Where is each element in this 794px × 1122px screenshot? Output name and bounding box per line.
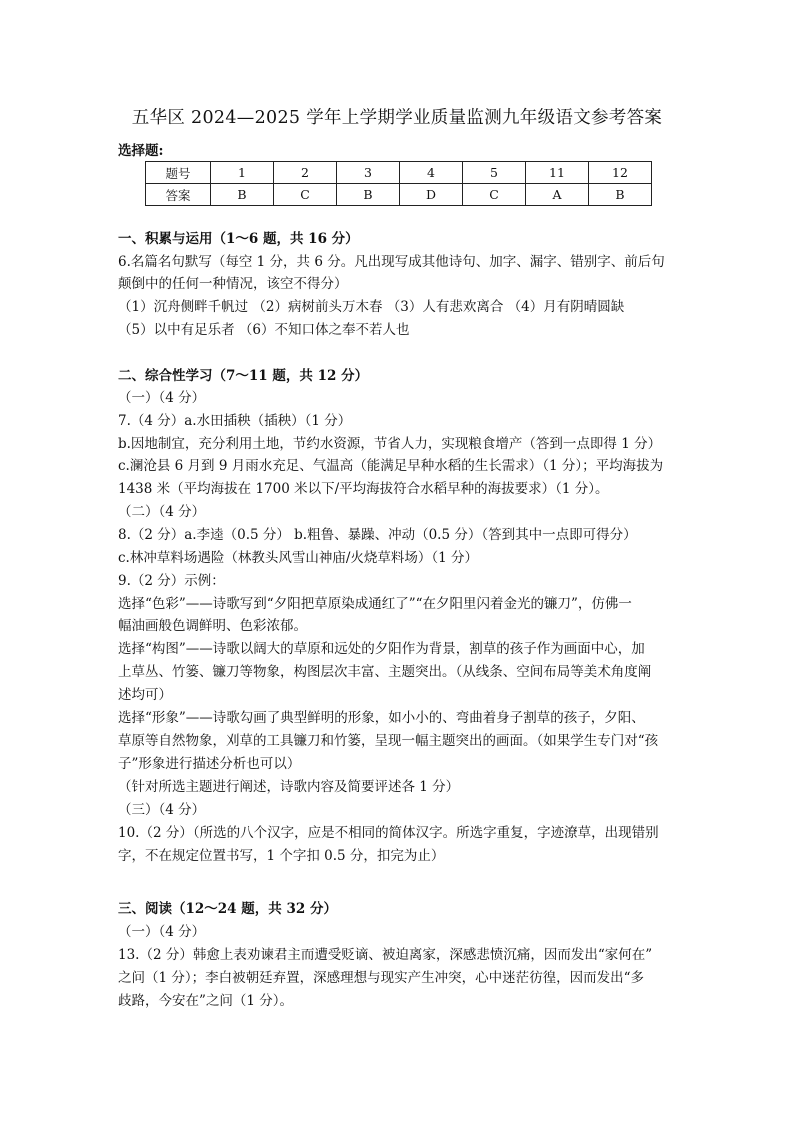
text-line: 字，不在规定位置书写，1 个字扣 0.5 分，扣完为止） bbox=[118, 848, 445, 864]
text-line: （二）（4 分） bbox=[118, 504, 206, 520]
table-cell: B bbox=[211, 184, 274, 206]
table-cell: A bbox=[526, 184, 589, 206]
text-line: 1438 米（平均海拔在 1700 米以下/平均海拔符合水稻早种的海拔要求）（1 分）。 bbox=[118, 481, 609, 497]
text-line: 幅油画般色调鲜明、色彩浓郁。 bbox=[118, 618, 307, 634]
table-cell: D bbox=[400, 184, 463, 206]
text-line: 选择“形象”——诗歌勾画了典型鲜明的形象，如小小的、弯曲着身子割草的孩子，夕阳、 bbox=[118, 710, 645, 726]
section-heading: 二、综合性学习（7～11 题，共 12 分） bbox=[118, 368, 369, 384]
text-line: 8.（2 分）a.李逵（0.5 分） b.粗鲁、暴躁、冲动（0.5 分）（答到其中一点即可得分） bbox=[118, 527, 637, 543]
text-line: b.因地制宜，充分利用土地，节约水资源，节省人力，实现粮食增产（答到一点即得 1 分） bbox=[118, 436, 662, 452]
table-cell: 12 bbox=[589, 162, 652, 184]
table-cell: 4 bbox=[400, 162, 463, 184]
section-heading: 一、积累与运用（1～6 题，共 16 分） bbox=[118, 231, 359, 247]
choice-section-label: 选择题: bbox=[118, 143, 164, 159]
text-line: 歧路，今安在”之问（1 分）。 bbox=[118, 993, 294, 1009]
text-line: 6.名篇名句默写（每空 1 分，共 6 分。凡出现写成其他诗句、加字、漏字、错别字、前后句 bbox=[118, 254, 665, 270]
text-line: （针对所选主题进行阐述，诗歌内容及简要评述各 1 分） bbox=[118, 779, 460, 795]
table-cell: 3 bbox=[337, 162, 400, 184]
table-cell: B bbox=[589, 184, 652, 206]
text-line: 9.（2 分）示例： bbox=[118, 573, 225, 589]
table-row bbox=[146, 162, 652, 184]
section-heading: 三、阅读（12～24 题，共 32 分） bbox=[118, 901, 337, 917]
table-header-cell: 答案 bbox=[146, 184, 211, 206]
table-cell: 2 bbox=[274, 162, 337, 184]
text-line: 选择“色彩”——诗歌写到“夕阳把草原染成通红了”“在夕阳里闪着金光的镰刀”，仿佛一 bbox=[118, 596, 632, 612]
text-line: （三）（4 分） bbox=[118, 802, 206, 818]
text-line: 10.（2 分）（所选的八个汉字，应是不相同的简体汉字。所选字重复，字迹潦草，出现错别 bbox=[118, 825, 659, 841]
text-line: 子”形象进行描述分析也可以） bbox=[118, 756, 301, 772]
text-line: （5）以中有足乐者 （6）不知口体之奉不若人也 bbox=[118, 322, 410, 338]
table-cell: 5 bbox=[463, 162, 526, 184]
text-line: （一）（4 分） bbox=[118, 390, 206, 406]
text-line: 13.（2 分）韩愈上表劝谏君主而遭受贬谪、被迫离家，深感悲愤沉痛，因而发出“家何在” bbox=[118, 947, 653, 963]
text-line: 述均可） bbox=[118, 687, 172, 703]
text-line: 草原等自然物象，刈草的工具镰刀和竹篓，呈现一幅主题突出的画面。（如果学生专门对“孩 bbox=[118, 733, 659, 749]
text-line: 上草丛、竹篓、镰刀等物象，构图层次丰富、主题突出。（从线条、空间布局等美术角度阐 bbox=[118, 664, 652, 680]
page-title: 五华区 2024—2025 学年上学期学业质量监测九年级语文参考答案 bbox=[131, 108, 663, 128]
text-line: （1）沉舟侧畔千帆过 （2）病树前头万木春 （3）人有悲欢离合 （4）月有阴晴圆缺 bbox=[118, 299, 625, 315]
text-line: 之问（1 分）；李白被朝廷弃置，深感理想与现实产生冲突，心中迷茫彷徨，因而发出“多 bbox=[118, 970, 645, 986]
table-cell: 11 bbox=[526, 162, 589, 184]
table-row bbox=[146, 184, 652, 206]
table-cell: C bbox=[274, 184, 337, 206]
text-line: c.林冲草料场遇险（林教头风雪山神庙/火烧草料场）（1 分） bbox=[118, 550, 479, 566]
table-header-cell: 题号 bbox=[146, 162, 211, 184]
text-line: 颠倒中的任何一种情况，该空不得分） bbox=[118, 276, 348, 292]
text-line: c.澜沧县 6 月到 9 月雨水充足、气温高（能满足早种水稻的生长需求）（1 分）；平均海拔为 bbox=[118, 458, 664, 474]
text-line: （一）（4 分） bbox=[118, 924, 206, 940]
text-line: 7.（4 分）a.水田插秧（插秧）（1 分） bbox=[118, 413, 352, 429]
table-cell: C bbox=[463, 184, 526, 206]
text-line: 选择“构图”——诗歌以阔大的草原和远处的夕阳作为背景，割草的孩子作为画面中心，加 bbox=[118, 641, 645, 657]
answer-table bbox=[145, 161, 652, 206]
table-cell: B bbox=[337, 184, 400, 206]
table-cell: 1 bbox=[211, 162, 274, 184]
